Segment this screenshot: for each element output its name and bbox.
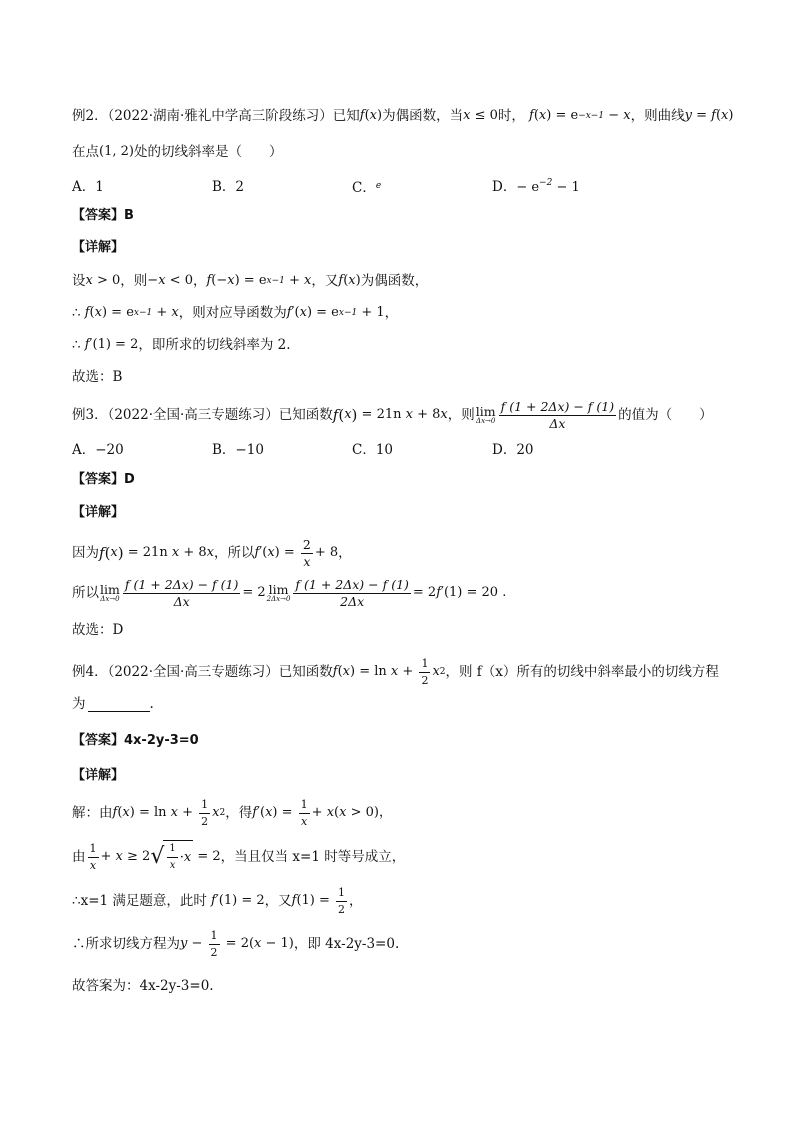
ex4-text: ，又 bbox=[264, 893, 292, 909]
ex2-option-b[interactable]: B．2 bbox=[212, 179, 245, 195]
ex2-text: ，则曲线 bbox=[630, 108, 685, 124]
ex2-question-line2: 在点 (1, 2) 处的切线斜率是（ ） bbox=[72, 144, 283, 160]
ex2-option-a[interactable]: A．1 bbox=[72, 179, 104, 195]
ex3-text: ， bbox=[338, 545, 352, 561]
ex3-option-a[interactable]: A．−20 bbox=[72, 442, 124, 458]
ex4-text: ，得 bbox=[225, 805, 253, 821]
ex4-text: ，当且仅当 x=1 时等号成立， bbox=[220, 849, 406, 865]
ex2-step2: ∴ f ( x ) = e x−1 + x ，则对应导函数为 f ′( x ) = e x−1 + 1 ， bbox=[72, 305, 399, 321]
ex2-step3: ∴ f ′(1) = 2 ，即所求的切线斜率为 2. bbox=[72, 337, 291, 353]
ex4-answer bbox=[72, 731, 732, 751]
ex3-text: 的值为（ ） bbox=[618, 407, 713, 423]
ex4-step2: 由 $\frac{1}{x}$ + x ≥ 2 √ $\frac{1}{x}$ · x = 2 ，当且仅当 x=1 时等号成立， bbox=[72, 840, 732, 874]
ex2-text: ，即所求的切线斜率为 2. bbox=[138, 337, 291, 353]
ex2-option-c[interactable]: C．$^e$ bbox=[352, 180, 382, 196]
ex4-step4: ∴所求切线方程为 y − $\frac{1}{2}$ = 2( x − 1) ，即 4x-2y-3=0. bbox=[72, 928, 400, 959]
ex3-option-b[interactable]: B．−10 bbox=[212, 442, 264, 458]
ex2-step1: 设 x > 0 ，则 − x < 0 ， f (− x ) = e x−1 + x ，又 f ( x ) 为偶函数， bbox=[72, 273, 429, 289]
ex2-conclusion bbox=[72, 367, 732, 387]
ex4-detail-label bbox=[72, 766, 732, 786]
ex4-step3: ∴x=1 满足题意，此时 f ′(1) = 2 ，又 f (1) = $\frac{1}{2}$ ， bbox=[72, 885, 363, 916]
ex3-text: ，所以 bbox=[213, 545, 255, 561]
ex3-step2: 所以 lim Δx→0 $\frac{f (1 + 2\Delta x) - f (1)}{\Delta x}$ = 2 lim 2Δx→0 $\frac{f (1 + 2\Delta x) - f (1)}{2\Delta x}$ = 2 f ′(1) = 20 . bbox=[72, 576, 507, 609]
ex2-answer-text: 【答案】B bbox=[72, 208, 134, 223]
ex2-text: 为偶函数， bbox=[360, 273, 429, 289]
ex3-detail-label bbox=[72, 503, 732, 523]
ex2-detail-label bbox=[72, 238, 732, 258]
ex2-text: ， bbox=[384, 305, 399, 321]
ex2-option-d[interactable]: D．− $e^{-2} - 1$ bbox=[492, 177, 580, 195]
ex3-text: 所以 bbox=[72, 585, 99, 601]
ex3-answer bbox=[72, 470, 732, 490]
ex2-detail-text: 【详解】 bbox=[72, 240, 125, 255]
ex4-heading: 例4．（2022·全国·高三专题练习）已知函数 bbox=[72, 664, 333, 680]
ex2-text: ∴ bbox=[72, 305, 81, 321]
ex3-step1: 因为 f ( x ) = 21n x + 8 x ，所以 f ′( x ) = $\frac{2}{x}$ + 8 ， bbox=[72, 536, 352, 569]
ex4-text: ， bbox=[349, 893, 363, 909]
ex3-conclusion bbox=[72, 620, 732, 640]
ex2-text: ，则 bbox=[120, 273, 148, 289]
ex2-text: ，则对应导函数为 bbox=[178, 305, 287, 321]
ex2-question-line1: 例2．（2022·湖南·雅礼中学高三阶段练习）已知 f ( x ) 为偶函数，当 x ≤ 0 时， f ( x ) = e −x−1 − x ，则曲线 y = f ( x ) bbox=[72, 108, 734, 124]
ex2-text: 时， bbox=[497, 108, 525, 124]
ex2-option-c-label: C． bbox=[352, 180, 376, 196]
ex4-text: ，则 f（x）所有的切线中斜率最小的切线方程 bbox=[445, 664, 719, 680]
ex4-text: 为 bbox=[72, 696, 86, 712]
ex4-text: ∴x=1 满足题意，此时 bbox=[72, 893, 207, 909]
ex2-answer bbox=[72, 206, 732, 226]
ex2-heading: 例2．（2022·湖南·雅礼中学高三阶段练习）已知 bbox=[72, 108, 360, 124]
ex2-text: 处的切线斜率是（ ） bbox=[133, 144, 283, 160]
ex2-end-text: 故选：B bbox=[72, 369, 123, 385]
ex4-question-line1: 例4．（2022·全国·高三专题练习）已知函数 f ( x ) = ln x + $\frac{1}{2}$ x 2 ，则 f（x）所有的切线中斜率最小的切线方程 bbox=[72, 656, 719, 687]
ex3-options bbox=[72, 440, 732, 460]
ex4-end-text: 故答案为：4x-2y-3=0. bbox=[72, 978, 214, 994]
ex4-conclusion bbox=[72, 976, 732, 996]
answer-blank[interactable] bbox=[88, 697, 150, 712]
ex4-answer-text: 【答案】4x-2y-3=0 bbox=[72, 733, 199, 748]
ex2-text: 设 bbox=[72, 273, 86, 289]
ex2-text: 在点 bbox=[72, 144, 99, 160]
ex3-question: 例3．（2022·全国·高三专题练习）已知函数 f ( x ) = 21n x + 8 x ，则 lim Δx→0 $\frac{f (1 + 2\Delta x) - f (1)}{\Delta x}$ 的值为（ ） bbox=[72, 398, 713, 431]
ex4-detail-text: 【详解】 bbox=[72, 768, 125, 783]
ex2-options bbox=[72, 176, 732, 198]
ex3-option-d[interactable]: D．20 bbox=[492, 442, 534, 458]
ex3-end-text: 故选：D bbox=[72, 622, 124, 638]
ex3-text: ，则 bbox=[447, 407, 475, 423]
ex4-text: 由 bbox=[72, 849, 86, 865]
ex2-text: 为偶函数，当 bbox=[382, 108, 464, 124]
ex3-option-c[interactable]: C．10 bbox=[352, 442, 394, 458]
ex3-heading: 例3．（2022·全国·高三专题练习）已知函数 bbox=[72, 407, 333, 423]
ex3-answer-text: 【答案】D bbox=[72, 472, 135, 487]
ex2-text: ， bbox=[192, 273, 207, 289]
ex3-detail-text: 【详解】 bbox=[72, 505, 125, 520]
ex2-text: ，又 bbox=[311, 273, 339, 289]
ex4-question-line2: 为 . bbox=[72, 696, 154, 712]
ex2-text: ∴ bbox=[72, 337, 81, 353]
ex4-text: ∴所求切线方程为 bbox=[72, 936, 180, 952]
ex3-text: 因为 bbox=[72, 545, 99, 561]
ex2-option-d-label: D． bbox=[492, 178, 517, 195]
ex4-text: 解：由 bbox=[72, 805, 113, 821]
ex4-text: ，即 4x-2y-3=0. bbox=[293, 936, 400, 952]
ex4-step1: 解：由 f ( x ) = ln x + $\frac{1}{2}$ x 2 ，得 f ′( x ) = $\frac{1}{x}$ + x ( x > 0) ， bbox=[72, 797, 392, 828]
